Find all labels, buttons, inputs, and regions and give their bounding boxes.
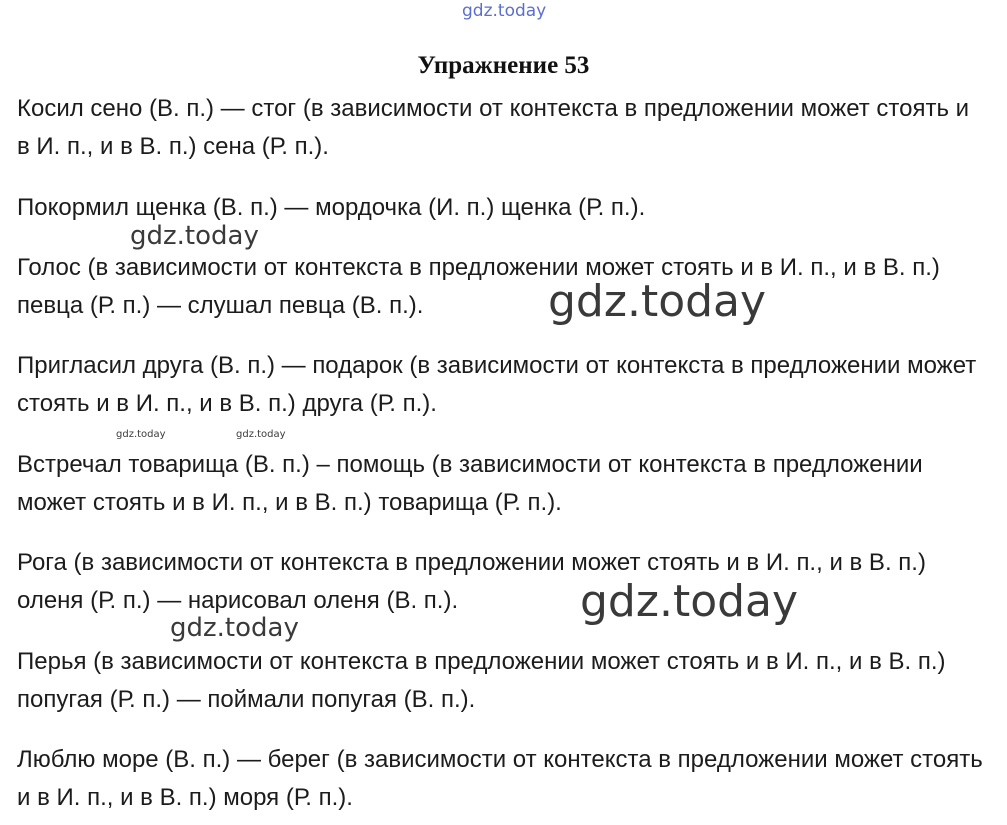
paragraph-3: Голос (в зависимости от контекста в предложении может стоять и в И. п., и в В. п.) певца (Р. п.) — слушал певца (В. п.).: [17, 254, 940, 319]
paragraph-7: Перья (в зависимости от контекста в предложении может стоять и в И. п., и в В. п.) попугая (Р. п.) — поймали попугая (В. п.).: [17, 648, 946, 713]
paragraph-1: Косил сено (В. п.) — стог (в зависимости от контекста в предложении может стоять и в И. п., и в В. п.) сена (Р. п.).: [17, 95, 970, 160]
paragraph-2: Покормил щенка (В. п.) — мордочка (И. п.) щенка (Р. п.).: [17, 194, 646, 221]
watermark-2: gdz.today: [548, 276, 767, 327]
paragraph-4: Пригласил друга (В. п.) — подарок (в зависимости от контекста в предложении может стоять и в И. п., и в В. п.) друга (Р. п.).: [17, 352, 977, 417]
watermark-small-1: gdz.today: [116, 429, 166, 440]
watermark-4: gdz.today: [170, 613, 299, 643]
paragraph-8: Люблю море (В. п.) — берег (в зависимости от контекста в предложении может стоять и в И. п., и в В. п.) моря (Р. п.).: [17, 746, 983, 811]
watermark-small-2: gdz.today: [236, 429, 286, 440]
paragraph-5: Встречал товарища (В. п.) – помощь (в зависимости от контекста в предложении может стоять и в И. п., и в В. п.) товарища (Р. п.).: [17, 451, 923, 516]
page-title: Упражнение 53: [417, 51, 590, 79]
watermark-top: gdz.today: [462, 1, 547, 21]
watermark-3: gdz.today: [580, 576, 799, 627]
watermark-1: gdz.today: [130, 221, 259, 251]
paragraph-6: Рога (в зависимости от контекста в предложении может стоять и в И. п., и в В. п.) оленя (Р. п.) — нарисовал оленя (В. п.).: [17, 549, 926, 614]
